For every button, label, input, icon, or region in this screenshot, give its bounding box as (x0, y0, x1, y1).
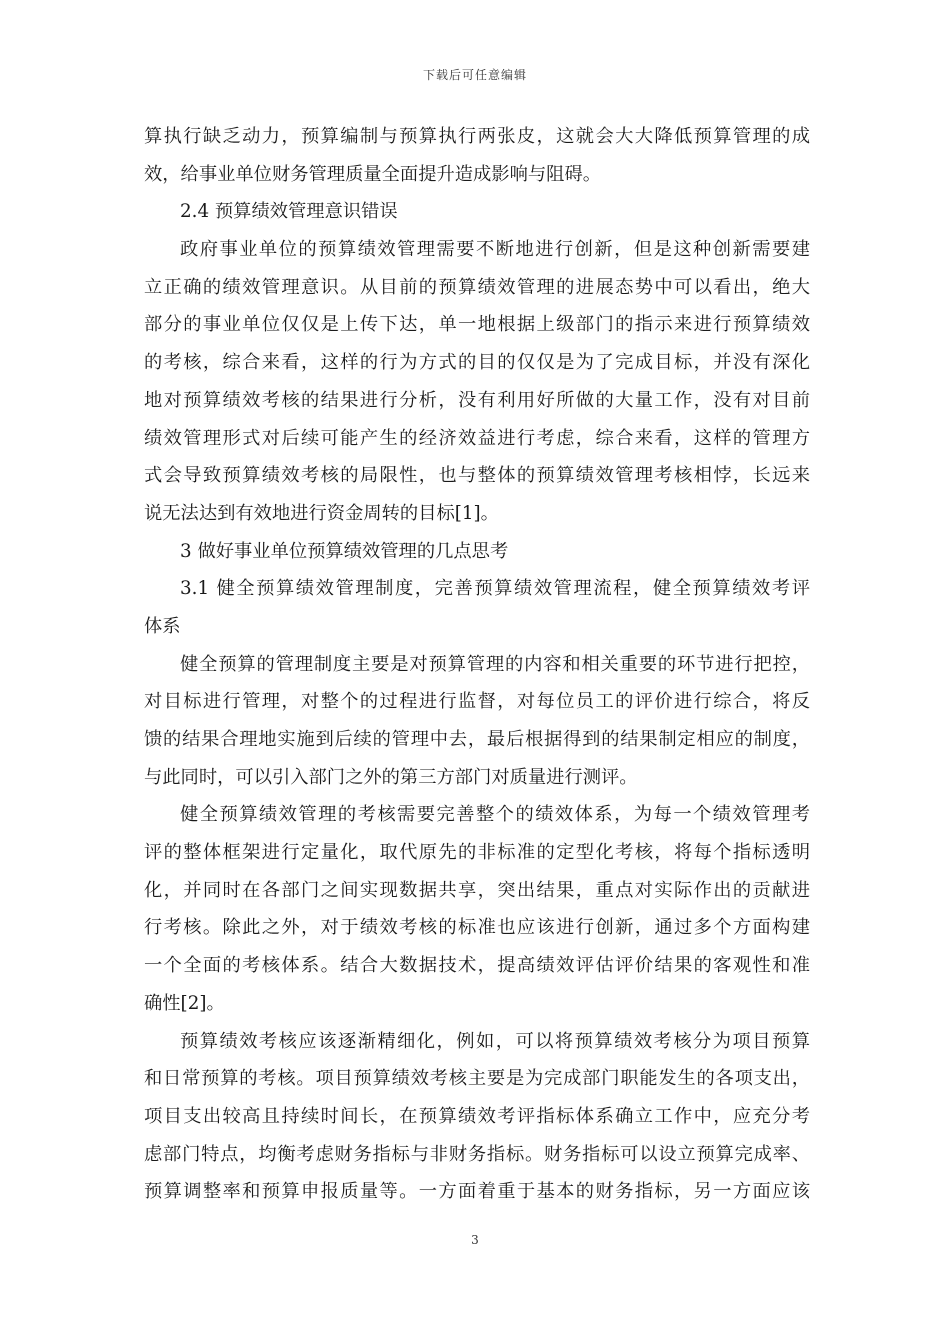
paragraph-line: 确性[2]。 (144, 992, 225, 1014)
paragraph-line: 效，给事业单位财务管理质量全面提升造成影响与阻碍。 (144, 163, 602, 185)
paragraph-line: 项目支出较高且持续时间长，在预算绩效考评指标体系确立工作中，应充分考 (144, 1105, 810, 1127)
paragraph-line: 健全预算的管理制度主要是对预算管理的内容和相关重要的环节进行把控， (180, 653, 810, 675)
paragraph-line: 的考核，综合来看，这样的行为方式的目的仅仅是为了完成目标，并没有深化 (144, 352, 810, 374)
paragraph-line: 地对预算绩效考核的结果进行分析，没有利用好所做的大量工作，没有对目前 (144, 389, 810, 411)
paragraph-line: 预算绩效考核应该逐渐精细化，例如，可以将预算绩效考核分为项目预算 (180, 1030, 810, 1052)
paragraph-line: 绩效管理形式对后续可能产生的经济效益进行考虑，综合来看，这样的管理方 (144, 427, 810, 449)
section-heading: 体系 (144, 615, 181, 637)
paragraph-line: 与此同时，可以引入部门之外的第三方部门对质量进行测评。 (144, 766, 638, 788)
section-heading: 3 做好事业单位预算绩效管理的几点思考 (180, 540, 509, 562)
page-header: 下载后可任意编辑 (422, 68, 527, 82)
paragraph-line: 和日常预算的考核。项目预算绩效考核主要是为完成部门职能发生的各项支出， (144, 1068, 810, 1090)
paragraph-line: 预算调整率和预算申报质量等。一方面着重于基本的财务指标，另一方面应该 (144, 1181, 810, 1203)
page-number: 3 (471, 1233, 479, 1247)
section-heading: 3.1 健全预算绩效管理制度，完善预算绩效管理流程，健全预算绩效考评 (180, 578, 810, 600)
paragraph-line: 政府事业单位的预算绩效管理需要不断地进行创新，但是这种创新需要建 (180, 239, 810, 261)
paragraph-line: 说无法达到有效地进行资金周转的目标[1]。 (144, 502, 499, 524)
paragraph-line: 一个全面的考核体系。结合大数据技术，提高绩效评估评价结果的客观性和准 (144, 955, 810, 977)
section-heading: 2.4 预算绩效管理意识错误 (180, 201, 398, 223)
paragraph-line: 化，并同时在各部门之间实现数据共享，突出结果，重点对实际作出的贡献进 (144, 879, 810, 901)
paragraph-line: 式会导致预算绩效考核的局限性，也与整体的预算绩效管理考核相悖，长远来 (144, 465, 810, 487)
paragraph-line: 馈的结果合理地实施到后续的管理中去，最后根据得到的结果制定相应的制度， (144, 729, 810, 750)
document-body (144, 118, 810, 1211)
paragraph-line: 对目标进行管理，对整个的过程进行监督，对每位员工的评价进行综合，将反 (144, 691, 810, 713)
paragraph-line: 健全预算绩效管理的考核需要完善整个的绩效体系，为每一个绩效管理考 (180, 804, 810, 826)
paragraph-line: 部分的事业单位仅仅是上传下达，单一地根据上级部门的指示来进行预算绩效 (144, 314, 810, 336)
paragraph-line: 行考核。除此之外，对于绩效考核的标准也应该进行创新，通过多个方面构建 (144, 917, 810, 939)
paragraph-line: 立正确的绩效管理意识。从目前的预算绩效管理的进展态势中可以看出，绝大 (144, 276, 810, 298)
paragraph-line: 虑部门特点，均衡考虑财务指标与非财务指标。财务指标可以设立预算完成率、 (144, 1143, 810, 1165)
paragraph-line: 评的整体框架进行定量化，取代原先的非标准的定型化考核，将每个指标透明 (144, 842, 810, 864)
paragraph-line: 算执行缺乏动力，预算编制与预算执行两张皮，这就会大大降低预算管理的成 (144, 126, 810, 147)
